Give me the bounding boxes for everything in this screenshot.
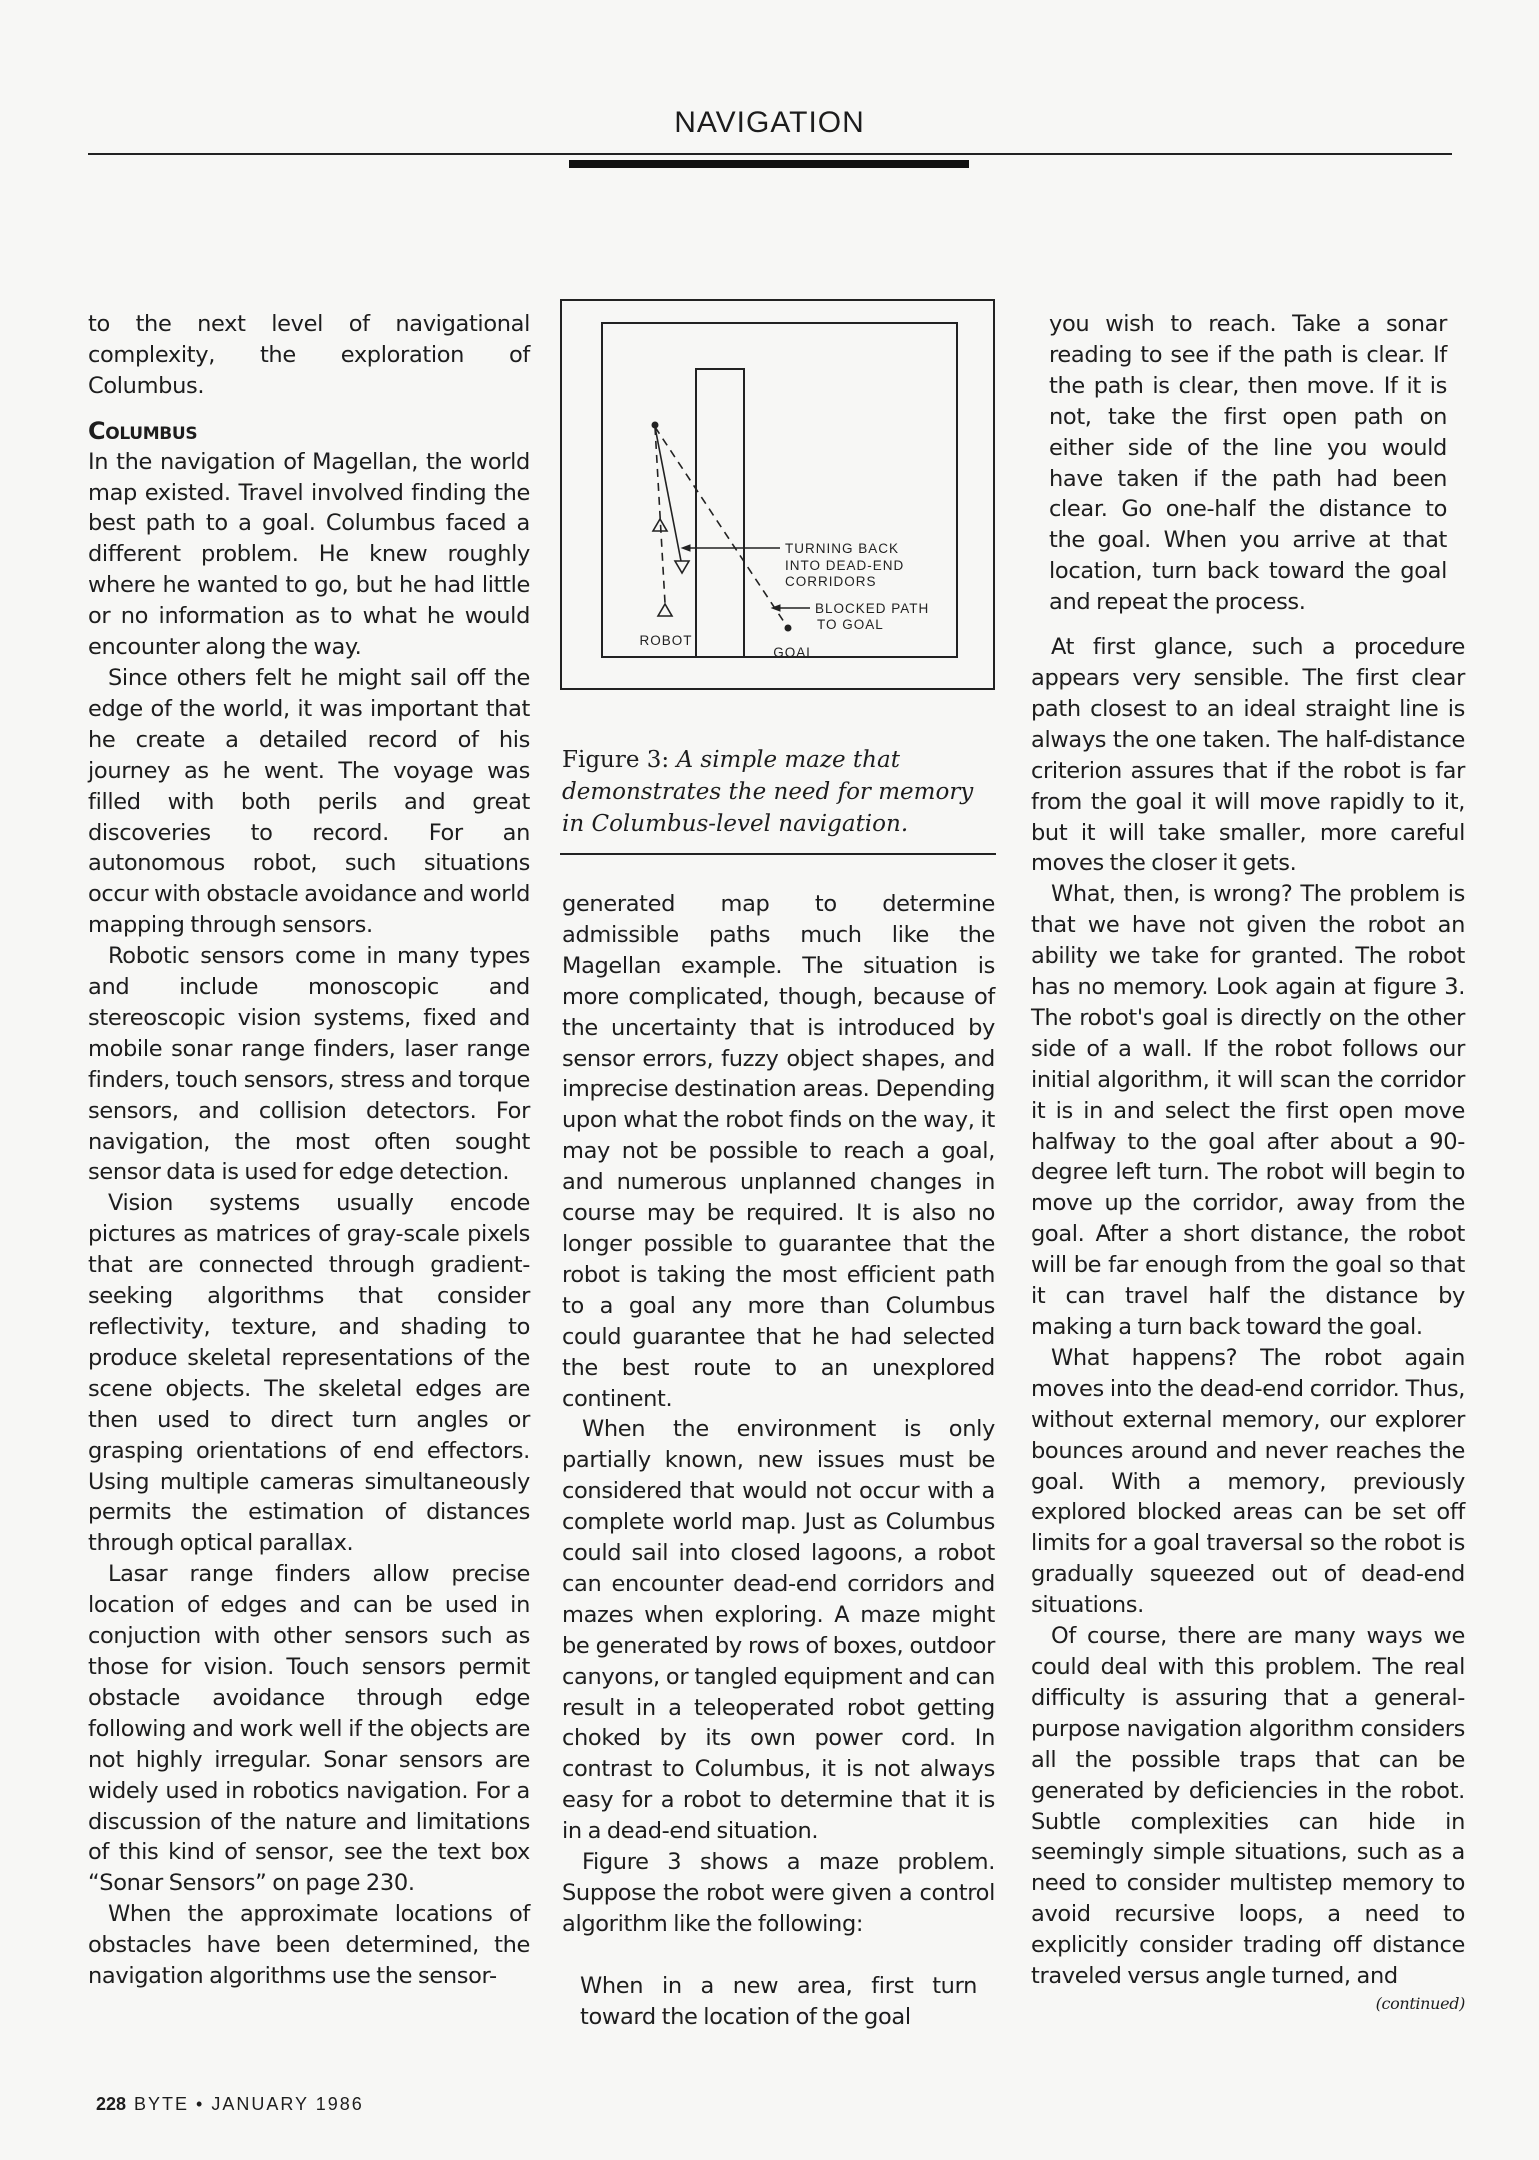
algorithm-block: When in a new area, first turn toward the location of the goal [580,1972,977,2030]
paragraph: When the environment is only partially known, new issues must be considered that would not occur with a complete world map. Just as Columbus could sail into closed lagoons, a robot can encounter dead-end corridors and mazes when exploring. A maze might be generated by rows of boxes, outdoor canyons, or tangled equipment and can result in a teleoperated robot getting choked by its own power cord. In contrast to Columbus, it is not always easy for a robot to determine that it is in a dead-end situation. [562,1416,995,1845]
header-rule [88,153,1452,155]
publication-info: BYTE • JANUARY 1986 [134,2094,364,2114]
caption-text: A simple maze that demonstrates the need for memory in Columbus-level navigation. [562,747,974,837]
label-turning: INTO DEAD-END [785,558,905,573]
column-3 [1031,309,1465,2016]
paragraph: At first glance, such a procedure appears very sensible. The first clear path closest to an ideal straight line is always the one taken. The half-distance criterion assures that if the robot is far from the goal it will move rapidly to it, but it will take smaller, more careful moves the closer it gets. [1031,634,1465,877]
paragraph: Vision systems usually encode pictures as matrices of gray-scale pixels that are connected through gradient-seeking algorithms that consider reflectivity, texture, and shading to produce skeletal representations of the scene objects. The skeletal edges are then used to direct turn angles or grasping orientations of end effectors. Using multiple cameras simultaneously permits the estimation of distances through optical parallax. [88,1190,530,1557]
paragraph: to the next level of navigational complexity, the exploration of Columbus. [88,311,530,399]
paragraph: What happens? The robot again moves into the dead-end corridor. Thus, without external memory, our explorer bounces around and never reaches the goal. With a memory, previously explored blocked areas can be set off limits for a goal traversal so the robot is gradually squeezed out of dead-end situations. [1031,1344,1465,1619]
maze-pillar-wall [696,369,744,657]
section-heading: Columbus [88,416,198,445]
header-bar [569,160,969,168]
section-header: NAVIGATION [674,106,865,139]
column-2 [562,889,995,2033]
page-footer [96,2094,364,2115]
paragraph: What, then, is wrong? The problem is that we have not given the robot an ability we take for granted. The robot has no memory. Look again at figure 3. The robot's goal is directly on the other side of a wall. If the robot follows our initial algorithm, it will scan the corridor it is in and select the first open move halfway to the goal after about a 90-degree left turn. The robot will begin to move up the corridor, away from the goal. After a short distance, the robot will be far enough from the goal so that it can travel half the distance by making a turn back toward the goal. [1031,881,1465,1340]
column-1 [88,309,530,1992]
label-blocked: TO GOAL [817,617,884,632]
figure-caption [562,744,995,840]
paragraph: Of course, there are many ways we could deal with this problem. The real difficulty is assuring that a general-purpose navigation algorithm considers all the possible traps that can be generated by deficiencies in the robot. Subtle complexities can hide in seemingly simple situations, such as a need to consider multistep memory to avoid recursive loops, a need to explicitly consider trading off distance traveled versus angle turned, and [1031,1623,1465,1990]
continued-note: (continued) [1375,1993,1465,2013]
label-turning: CORRIDORS [785,574,877,589]
paragraph: In the navigation of Magellan, the world map existed. Travel involved finding the best path to a goal. Columbus faced a different problem. He knew roughly where he wanted to go, but he had little or no information as to what he would encounter along the way. [88,448,530,661]
paragraph: Since others felt he might sail off the edge of the world, it was important that he create a detailed record of his journey as he went. The voyage was filled with both perils and great discoveries to record. For an autonomous robot, such situations occur with obstacle avoidance and world mapping through sensors. [88,664,530,939]
caption-label: Figure 3: [562,747,670,773]
robot-triangle-icon [658,604,672,616]
paragraph: Lasar range finders allow precise location of edges and can be used in conjuction with other sensors such as those for vision. Touch sensors permit obstacle avoidance through edge following and work well if the objects are not highly irregular. Sonar sensors are widely used in robotics navigation. For a discussion of the nature and limitations of this kind of sensor, see the text box “Sonar Sensors” on page 230. [88,1561,530,1897]
figure-3-maze [560,299,996,691]
figure-frame [561,300,994,689]
paragraph: Robotic sensors come in many types and include monoscopic and stereoscopic vision systems, fixed and mobile sonar range finders, laser range finders, touch sensors, stress and torque sensors, and collision detectors. For navigation, the most often sought sensor data is used for edge detection. [88,943,530,1186]
paragraph: generated map to determine admissible paths much like the Magellan example. The situation is more complicated, though, because of the uncertainty that is introduced by sensor errors, fuzzy object shapes, and imprecise destination areas. Depending upon what the robot finds on the way, it may not be possible to reach a goal, and numerous unplanned changes in course may be required. It is also no longer possible to guarantee that the robot is taking the most efficient path to a goal any more than Columbus could guarantee that he had selected the best route to an unexplored continent. [562,891,995,1412]
algorithm-block: you wish to reach. Take a sonar reading to see if the path is clear. If the path is clear, then move. If it is not, take the first open path on either side of the line you would have taken if the path had been clear. Go one-half the distance to the goal. When you arrive at that location, turn back toward the goal and repeat the process. [1049,311,1447,616]
label-robot: ROBOT [639,633,693,648]
label-blocked: BLOCKED PATH [815,601,930,616]
arrowhead-icon [682,545,690,551]
start-point [652,422,658,428]
paragraph: When the approximate locations of obstacles have been determined, the navigation algorithms use the sensor- [88,1901,530,1990]
page-number: 228 [96,2094,127,2114]
caption-rule [560,853,996,855]
label-goal: GOAL [773,645,815,660]
turn-back-path-line [655,427,681,561]
paragraph: Figure 3 shows a maze problem. Suppose the robot were given a control algorithm like the following: [562,1849,995,1937]
goal-point [785,625,791,631]
label-turning: TURNING BACK [785,541,900,556]
robot-triangle-icon [675,561,689,573]
